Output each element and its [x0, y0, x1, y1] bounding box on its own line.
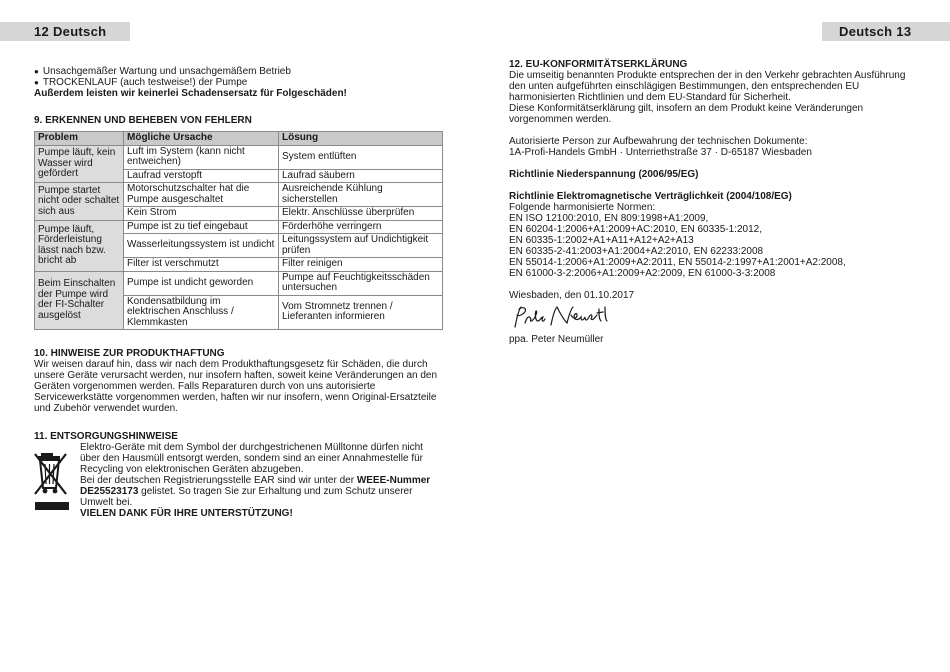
norm-line: EN 61000-3-2:2006+A1:2009+A2:2009, EN 61000-3-3:2008 — [509, 268, 776, 279]
section-10-title: 10. HINWEISE ZUR PRODUKTHAFTUNG — [34, 348, 225, 359]
cause-cell: Wasserleitungssystem ist undicht — [124, 234, 279, 258]
norm-line: EN ISO 12100:2010, EN 809:1998+A1:2009, — [509, 213, 709, 224]
section-10-text: Wir weisen darauf hin, dass wir nach dem Produkthaftungsgesetz für Schäden, die durch unsere Geräte verursacht werden, nur insofern haften, soweit keine Veränderungen an den Geräten vorgenommen werden. Falls Reparaturen durch von uns autorisierte Servicewerkstätte vorgenommen werden, haften wir nur insofern, wenn Original-Ersatzteile und Zubehör verwendet wurden. — [34, 359, 438, 414]
crossed-bin-icon — [34, 450, 70, 512]
table-header-solution: Lösung — [279, 132, 443, 146]
table-row — [35, 145, 443, 169]
section-11-title: 11. ENTSORGUNGSHINWEISE — [34, 431, 178, 442]
page-header-left: 12 Deutsch — [0, 22, 130, 41]
weee-label: WEEE-Nummer — [356, 475, 431, 486]
solution-cell: Ausreichende Kühlung sicherstellen — [279, 183, 443, 207]
disclaimer-text: Außerdem leisten wir keinerlei Schadensersatz für Folgeschäden! — [34, 88, 347, 99]
solution-cell: Förderhöhe verringern — [279, 220, 443, 234]
norm-line: EN 55014-1:2006+A1:2009+A2:2011, EN 55014-2:1997+A1:2001+A2:2008, — [509, 257, 846, 268]
solution-cell: Leitungssystem auf Undichtigkeit prüfen — [279, 234, 443, 258]
section-12-title: 12. EU-KONFORMITÄTSERKLÄRUNG — [509, 59, 688, 70]
troubleshooting-table — [34, 131, 443, 330]
authorized-person-label: Autorisierte Person zur Aufbewahrung der technischen Dokumente: — [509, 136, 808, 147]
conformity-text: Die umseitig benannten Produkte entsprechen der in den Verkehr gebrachten Ausführung den unten aufgeführten einschlägigen Bestimmungen, den entsprechenden EU harmonisierten Richtlinien und dem EU-Standard für Sicherheit. — [509, 70, 906, 103]
disposal-block — [34, 442, 442, 519]
norm-line: EN 60335-2-41:2003+A1:2004+A2:2010, EN 62233:2008 — [509, 246, 764, 257]
cause-cell: Filter ist verschmutzt — [124, 258, 279, 272]
weee-number: DE25523173 — [80, 486, 139, 497]
section-11-text: Elektro-Geräte mit dem Symbol der durchgestrichenen Mülltonne dürfen nicht über den Hausmüll entsorgt werden, sondern sind an einer Annahmestelle für Recycling von elektronischen Geräten abzugeben. — [80, 442, 423, 475]
weee-text-a: Bei der deutschen Registrierungsstelle EAR sind wir unter der — [80, 475, 357, 486]
solution-cell: Laufrad säubern — [279, 169, 443, 183]
left-page — [34, 66, 442, 519]
cause-cell: Kondensatbildung im elektrischen Anschluss / Klemmkasten — [124, 295, 279, 330]
solution-cell: Filter reinigen — [279, 258, 443, 272]
norm-line: EN 60335-1:2002+A1+A11+A12+A2+A13 — [509, 235, 694, 246]
table-row — [35, 271, 443, 295]
problem-cell: Pumpe läuft, Förderleistung lässt nach bzw. bricht ab — [35, 220, 124, 271]
table-header-problem: Problem — [35, 132, 124, 146]
table-row — [35, 183, 443, 207]
problem-cell: Beim Einschalten der Pumpe wird der FI-Schalter ausgelöst — [35, 271, 124, 330]
cause-cell: Motorschutzschalter hat die Pumpe ausgeschaltet — [124, 183, 279, 207]
emc-directive: Richtlinie Elektromagnetische Verträglichkeit (2004/108/EG) — [509, 191, 792, 202]
signature-image — [511, 303, 621, 331]
section-11-weee-text — [80, 475, 442, 508]
solution-cell: Vom Stromnetz trennen / Lieferanten informieren — [279, 295, 443, 330]
bullet-item: ● TROCKENLAUF (auch testweise!) der Pumpe — [34, 77, 442, 88]
bullet-item: ● Unsachgemäßer Wartung und unsachgemäßem Betrieb — [34, 66, 442, 77]
cause-cell: Kein Strom — [124, 207, 279, 221]
cause-cell: Laufrad verstopft — [124, 169, 279, 183]
weee-text-b: gelistet. So tragen Sie zur Erhaltung und zum Schutz unserer Umwelt bei. — [80, 486, 413, 508]
low-voltage-directive: Richtlinie Niederspannung (2006/95/EG) — [509, 169, 699, 180]
cause-cell: Luft im System (kann nicht entweichen) — [124, 145, 279, 169]
table-row — [35, 220, 443, 234]
section-9-title: 9. ERKENNEN UND BEHEBEN VON FEHLERN — [34, 115, 252, 126]
solution-cell: Pumpe auf Feuchtigkeitsschäden untersuchen — [279, 271, 443, 295]
right-page — [509, 59, 919, 345]
cause-cell: Pumpe ist undicht geworden — [124, 271, 279, 295]
solution-cell: System entlüften — [279, 145, 443, 169]
problem-cell: Pumpe läuft, kein Wasser wird gefördert — [35, 145, 124, 183]
date-place: Wiesbaden, den 01.10.2017 — [509, 290, 635, 301]
table-header-cause: Mögliche Ursache — [124, 132, 279, 146]
signer-name: ppa. Peter Neumüller — [509, 334, 604, 345]
thanks-text: VIELEN DANK FÜR IHRE UNTERSTÜTZUNG! — [80, 508, 293, 519]
norm-line: EN 60204-1:2006+A1:2009+AC:2010, EN 60335-1:2012, — [509, 224, 762, 235]
solution-cell: Elektr. Anschlüsse überprüfen — [279, 207, 443, 221]
company-address: 1A-Profi-Handels GmbH · Unterriethstraße 37 · D-65187 Wiesbaden — [509, 147, 812, 158]
problem-cell: Pumpe startet nicht oder schaltet sich aus — [35, 183, 124, 221]
table-header-row — [35, 132, 443, 146]
page-header-right: Deutsch 13 — [822, 22, 950, 41]
norms-intro: Folgende harmonisierte Normen: — [509, 202, 656, 213]
cause-cell: Pumpe ist zu tief eingebaut — [124, 220, 279, 234]
validity-text: Diese Konformitätserklärung gilt, insofern an dem Produkt keine Veränderungen vorgenommen werden. — [509, 103, 864, 125]
